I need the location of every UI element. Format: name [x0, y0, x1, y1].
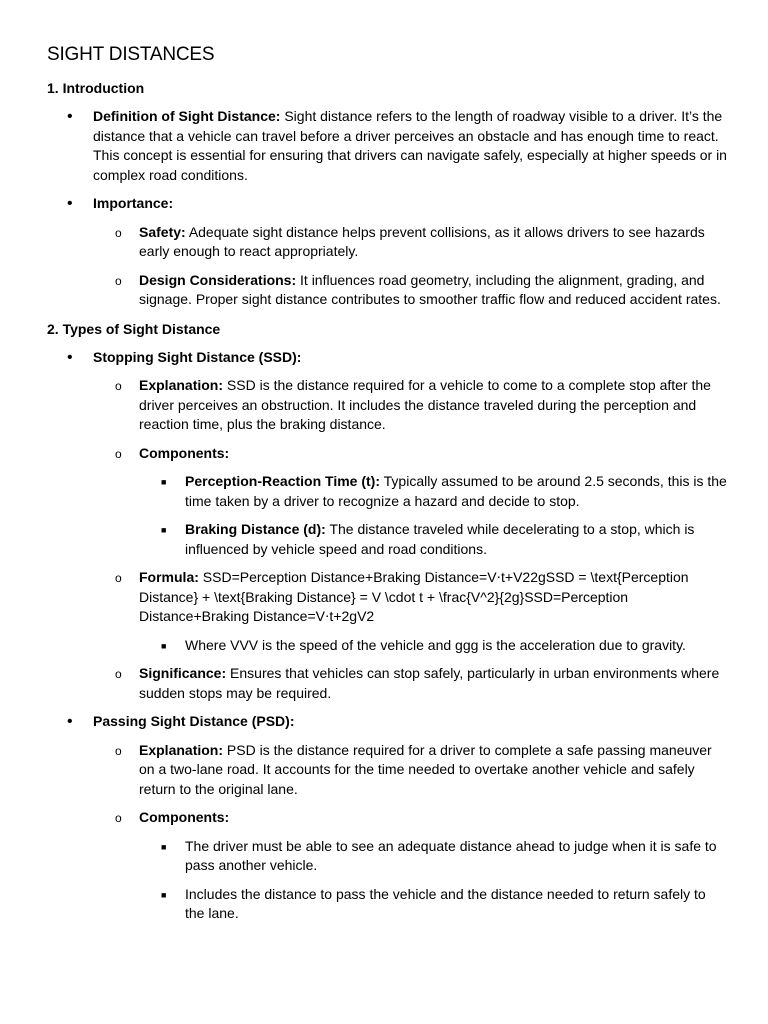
definition-label: Definition of Sight Distance:: [93, 108, 281, 124]
list-item-ssd: [47, 348, 727, 368]
square-bullet-icon: ■: [161, 525, 167, 535]
psd-explanation-text: PSD is the distance required for a driver to complete a safe passing maneuver on a two-lane road. It accounts for the time needed to overtake another vehicle and safely return to the original lane.: [139, 741, 712, 797]
list-item-significance: [47, 664, 727, 703]
braking-label: Braking Distance (d):: [185, 521, 326, 537]
list-item-psd-component-2: [47, 885, 727, 924]
safety-label: Safety:: [139, 223, 186, 240]
formula-where-text: Where VVV is the speed of the vehicle and ggg is the acceleration due to gravity.: [185, 636, 686, 653]
circle-bullet-icon: o: [115, 225, 122, 240]
square-bullet-icon: ■: [161, 640, 167, 651]
formula-text: SSD=Perception Distance+Braking Distance=V⋅t+V22gSSD = \text{Perception Distance} + \text{Braking Distance} = V \cdot t + \frac{V^2}{2g}SSD=Perception Distance+Braking Distance=V⋅t+2gV2: [139, 569, 689, 624]
psd-explanation-label: Explanation:: [139, 741, 224, 758]
list-item-braking-distance: [47, 520, 727, 559]
section-heading-introduction: 1. Introduction: [47, 80, 145, 96]
square-bullet-icon: ■: [161, 841, 167, 852]
circle-bullet-icon: o: [115, 667, 122, 681]
circle-bullet-icon: o: [115, 446, 122, 461]
significance-label: Significance:: [139, 665, 227, 681]
list-item-psd-explanation: [47, 741, 727, 800]
list-item-psd: [47, 712, 727, 732]
list-item-importance: [47, 194, 727, 214]
circle-bullet-icon: o: [115, 743, 122, 758]
psd-component-2-text: Includes the distance to pass the vehicle and the distance needed to return safely to the lane.: [185, 885, 706, 921]
section-heading-types: 2. Types of Sight Distance: [47, 320, 221, 337]
ssd-label: Stopping Sight Distance (SSD):: [93, 348, 302, 365]
ssd-explanation-text: SSD is the distance required for a vehicle to come to a complete stop after the driver perceives an obstruction. It includes the distance traveled during the perception and reaction time, plus the braking distance.: [139, 377, 711, 432]
bullet-icon: •: [67, 108, 73, 125]
square-bullet-icon: ■: [161, 889, 167, 900]
bullet-icon: •: [67, 713, 73, 730]
list-item-formula-where: [47, 636, 727, 656]
list-item-design-considerations: [47, 271, 727, 310]
psd-components-label: Components:: [139, 809, 230, 825]
design-label: Design Considerations:: [139, 271, 297, 288]
list-item-safety: [47, 223, 727, 262]
importance-label: Importance:: [93, 195, 174, 211]
circle-bullet-icon: o: [115, 571, 122, 585]
list-item-psd-components: [47, 808, 727, 828]
types-list: [47, 348, 727, 924]
circle-bullet-icon: o: [115, 379, 122, 393]
prt-label: Perception-Reaction Time (t):: [185, 473, 380, 489]
formula-label: Formula:: [139, 569, 199, 585]
list-item-formula: [47, 568, 727, 627]
significance-text: Ensures that vehicles can stop safely, particularly in urban environments where sudden stops may be required.: [139, 665, 720, 701]
definition-text: Sight distance refers to the length of roadway visible to a driver. It’s the distance that a vehicle can travel before a driver perceives an obstacle and has enough time to react. This concept is essential for ensuring that drivers can navigate safely, especially at higher speeds or in complex road conditions.: [93, 108, 727, 183]
circle-bullet-icon: o: [115, 811, 122, 825]
list-item-perception-reaction-time: [47, 472, 727, 511]
ssd-components-label: Components:: [139, 444, 230, 461]
list-item-definition: [47, 107, 727, 185]
introduction-list: [47, 107, 727, 310]
prt-text: Typically assumed to be around 2.5 seconds, this is the time taken by a driver to recognize a hazard and decide to stop.: [185, 473, 727, 509]
bullet-icon: •: [67, 348, 73, 366]
list-item-ssd-components: [47, 444, 727, 464]
design-text: It influences road geometry, including the alignment, grading, and signage. Proper sight distance contributes to smoother traffic flow and reduced accident rates.: [139, 271, 721, 307]
document-page: [47, 42, 727, 933]
list-item-psd-component-1: [47, 837, 727, 876]
square-bullet-icon: ■: [161, 477, 167, 487]
psd-component-1-text: The driver must be able to see an adequate distance ahead to judge when it is safe to pass another vehicle.: [185, 837, 717, 873]
ssd-explanation-label: Explanation:: [139, 377, 224, 393]
braking-text: The distance traveled while decelerating to a stop, which is influenced by vehicle speed and road conditions.: [185, 521, 695, 557]
list-item-ssd-explanation: [47, 376, 727, 435]
document-title: SIGHT DISTANCES: [47, 44, 215, 65]
safety-text: Adequate sight distance helps prevent collisions, as it allows drivers to see hazards early enough to react appropriately.: [139, 223, 705, 259]
psd-label: Passing Sight Distance (PSD):: [93, 713, 295, 729]
circle-bullet-icon: o: [115, 273, 122, 288]
bullet-icon: •: [67, 195, 73, 212]
